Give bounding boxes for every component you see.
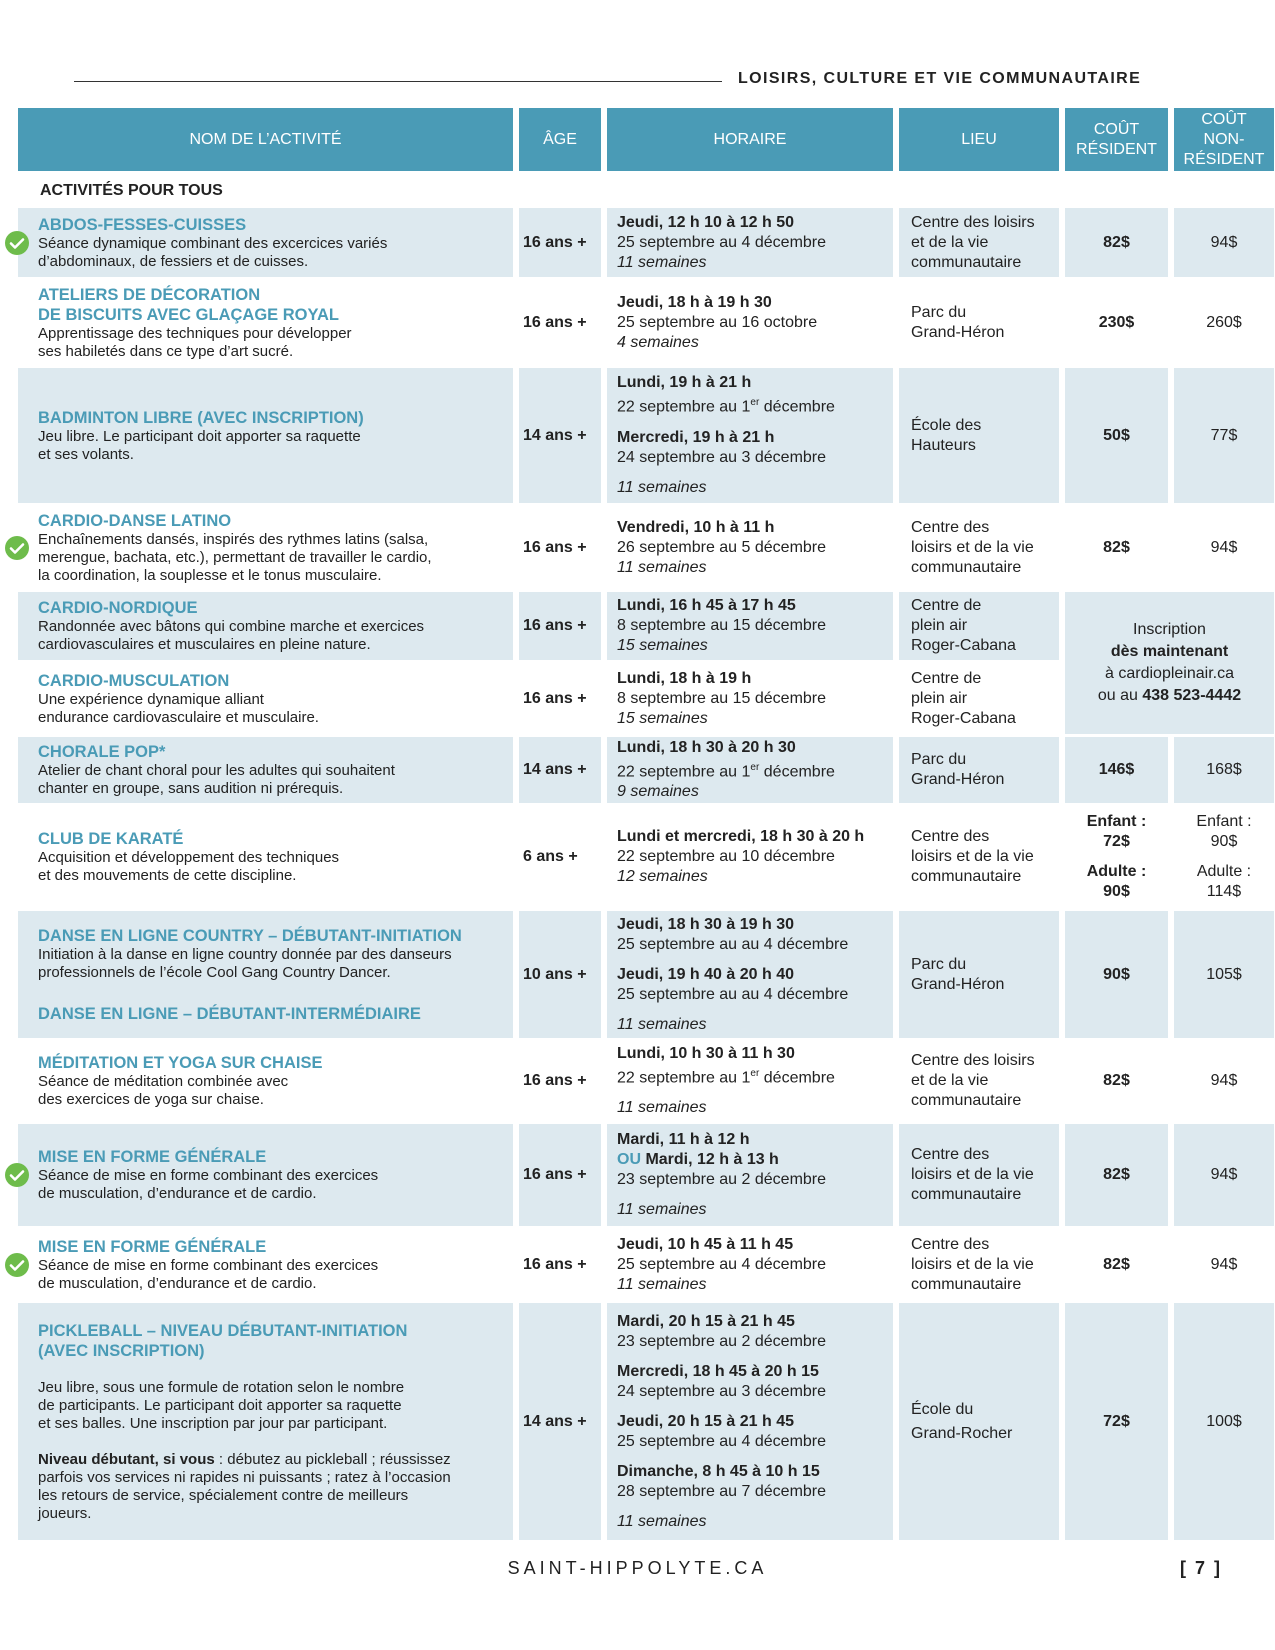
dates-sup: er: [750, 1067, 760, 1079]
cost-resident: 146$: [1065, 737, 1168, 803]
activity-cell: [18, 1303, 513, 1540]
activity-desc-line: Atelier de chant choral pour les adultes qui souhaitent: [38, 762, 395, 779]
activities-table: [18, 108, 1265, 1554]
activity-desc-line: [38, 1451, 513, 1469]
header-rule: [74, 81, 722, 82]
activity-name: BADMINTON LIBRE (AVEC INSCRIPTION): [38, 408, 364, 427]
schedule-cell: [607, 663, 893, 734]
cost-nonresident: 94$: [1174, 208, 1274, 277]
place-line: plein air: [911, 689, 968, 707]
activity-desc-line: des exercices de yoga sur chaise.: [38, 1091, 264, 1108]
header-cost-nonres-l3: RÉSIDENT: [1183, 150, 1265, 168]
schedule-day: Jeudi, 18 h à 19 h 30: [617, 293, 772, 311]
activity-desc-line: Randonnée avec bâtons qui combine marche et exercices: [38, 618, 425, 635]
place-cell: [899, 208, 1059, 277]
schedule-day: Vendredi, 10 h à 11 h: [617, 518, 775, 536]
dates-part: décembre: [759, 398, 835, 416]
activity-cell: [18, 208, 513, 277]
activity-name: CARDIO-MUSCULATION: [38, 671, 230, 690]
dates-part: décembre: [759, 1069, 835, 1087]
cost-resident: 82$: [1103, 1072, 1130, 1089]
age-cell: 10 ans +: [519, 911, 601, 1038]
place-cell: [899, 806, 1059, 908]
schedule-cell: [607, 506, 893, 589]
activity-name: CLUB DE KARATÉ: [38, 830, 184, 848]
activity-name: ABDOS-FESSES-CUISSES: [38, 215, 247, 234]
schedule-dates: 25 septembre au 4 décembre: [617, 1255, 827, 1273]
place-line: loisirs et de la vie: [911, 538, 1034, 556]
header-place: LIEU: [899, 108, 1059, 171]
activity-cell: [18, 368, 513, 503]
schedule-dates: 25 septembre au au 4 décembre: [617, 935, 849, 953]
activity-desc-line: joueurs.: [38, 1504, 92, 1522]
schedule-day: Lundi, 18 h 30 à 20 h 30: [617, 738, 796, 756]
dates-sup: er: [750, 761, 760, 773]
schedule-weeks: 15 semaines: [617, 709, 708, 727]
schedule-cell: [607, 208, 893, 277]
place-line: communautaire: [911, 868, 1022, 885]
inscription-phone-prefix: ou au: [1097, 687, 1143, 704]
inscription-line: Inscription: [1133, 621, 1206, 638]
activity-cell: [18, 506, 513, 589]
activity-desc-line: et des mouvements de cette discipline.: [38, 867, 297, 884]
header-cost-nonres-l1: COÛT: [1201, 110, 1247, 128]
cost-resident: 82$: [1065, 208, 1168, 277]
activity-desc-line: de participants. Le participant doit apporter sa raquette: [38, 1396, 402, 1414]
activity-name: CARDIO-NORDIQUE: [38, 599, 198, 617]
place-cell: [899, 280, 1059, 365]
price-label: Adulte :: [1086, 863, 1147, 880]
cost-resident: 82$: [1103, 538, 1130, 556]
activity-desc-line: la coordination, la souplesse et le tonus musculaire.: [38, 566, 382, 584]
schedule-weeks: 11 semaines: [617, 253, 707, 271]
cost-nonresident: 105$: [1174, 911, 1274, 1038]
page-number: [ 7 ]: [1180, 1558, 1223, 1578]
place-line: Parc du: [911, 955, 967, 973]
activity-desc-line: endurance cardiovasculaire et musculaire.: [38, 708, 319, 726]
activity-name: MÉDITATION ET YOGA SUR CHAISE: [38, 1054, 323, 1072]
header-name: NOM DE L’ACTIVITÉ: [18, 108, 513, 171]
activity-desc-line: cardiovasculaires et musculaires en pleine nature.: [38, 636, 371, 653]
schedule-dates: [617, 1064, 893, 1088]
place-cell: [899, 506, 1059, 589]
activity-cell: [18, 911, 513, 1038]
cost-nonresident: 77$: [1174, 368, 1274, 503]
age-cell: 14 ans +: [519, 737, 601, 803]
schedule-weeks: 11 semaines: [617, 1512, 707, 1530]
activity-cell: [18, 592, 513, 660]
activity-cell: [18, 663, 513, 734]
age-cell: 16 ans +: [523, 538, 587, 556]
cost-resident: [1065, 806, 1168, 908]
cost-resident: 72$: [1065, 1303, 1168, 1540]
activity-cell: [18, 1124, 513, 1226]
schedule-dates: 26 septembre au 5 décembre: [617, 538, 827, 556]
header-age: ÂGE: [519, 108, 601, 171]
place-cell: [899, 663, 1059, 734]
schedule-dates: 23 septembre au 2 décembre: [617, 1332, 827, 1350]
place-line: Parc du: [911, 751, 967, 768]
check-icon: [5, 536, 29, 560]
inscription-phone[interactable]: 438 523-4442: [1142, 687, 1242, 704]
activity-name: PICKLEBALL – NIVEAU DÉBUTANT-INITIATION: [38, 1321, 408, 1340]
place-line: Grand-Héron: [911, 771, 1005, 788]
place-line: Grand-Rocher: [911, 1424, 1013, 1442]
schedule-weeks: 11 semaines: [617, 1015, 707, 1033]
schedule-day: Lundi, 19 h à 21 h: [617, 374, 752, 392]
activity-name: DANSE EN LIGNE COUNTRY – DÉBUTANT-INITIATION: [38, 926, 462, 945]
age-cell: 6 ans +: [523, 848, 578, 865]
cost-nonresident: 168$: [1174, 737, 1274, 803]
activity-cell: [18, 737, 513, 803]
schedule-cell: [607, 280, 893, 365]
activity-desc-line: de musculation, d’endurance et de cardio.: [38, 1185, 317, 1202]
place-cell: [899, 1303, 1059, 1540]
place-line: Parc du: [911, 303, 967, 321]
dates-part: 22 septembre au 1: [617, 1069, 751, 1087]
schedule-cell: [607, 592, 893, 660]
activity-desc-line: Initiation à la danse en ligne country donnée par des danseurs: [38, 945, 452, 963]
place-line: loisirs et de la vie: [911, 848, 1034, 865]
place-line: Centre des: [911, 828, 990, 845]
activity-desc-line: de musculation, d’endurance et de cardio.: [38, 1274, 317, 1292]
place-line: Roger-Cabana: [911, 637, 1016, 654]
schedule-cell: [607, 806, 893, 908]
schedule-day: Mercredi, 18 h 45 à 20 h 15: [617, 1362, 819, 1380]
cost-resident: 230$: [1098, 313, 1135, 331]
inscription-cell: [1065, 592, 1274, 734]
cost-nonresident: 94$: [1210, 1255, 1238, 1273]
activity-desc-line: Séance de méditation combinée avec: [38, 1073, 289, 1090]
cost-resident: 90$: [1065, 911, 1168, 1038]
header-cost-nonres-l2: NON-: [1203, 130, 1245, 148]
place-line: Grand-Héron: [911, 323, 1005, 341]
schedule-day: Lundi, 10 h 30 à 11 h 30: [617, 1044, 795, 1062]
schedule-dates: 24 septembre au 3 décembre: [617, 1382, 827, 1400]
place-line: communautaire: [911, 1092, 1022, 1109]
price-label: Adulte :: [1196, 863, 1252, 880]
age-cell: 16 ans +: [523, 689, 587, 707]
place-line: Centre des loisirs: [911, 213, 1035, 231]
age-cell: 16 ans +: [523, 1255, 587, 1273]
place-line: plein air: [911, 617, 968, 634]
schedule-dates: [617, 758, 893, 782]
place-line: Centre de: [911, 597, 982, 614]
dates-part: 22 septembre au 1: [617, 763, 751, 781]
price-value: 114$: [1206, 883, 1242, 900]
place-line: Centre des loisirs: [911, 1052, 1035, 1069]
activity-cell: [18, 1041, 513, 1121]
activity-desc-line: Apprentissage des techniques pour développer: [38, 324, 352, 342]
cost-resident: 50$: [1065, 368, 1168, 503]
place-line: loisirs et de la vie: [911, 1255, 1034, 1273]
cost-nonresident: 94$: [1210, 538, 1238, 556]
activity-desc-line: Séance de mise en forme combinant des exercices: [38, 1167, 379, 1184]
age-cell: 14 ans +: [519, 368, 601, 503]
schedule-weeks: 11 semaines: [617, 1275, 707, 1293]
dates-part: décembre: [759, 763, 835, 781]
schedule-weeks: 11 semaines: [617, 1099, 707, 1117]
check-icon: [5, 231, 29, 255]
place-cell: [899, 737, 1059, 803]
schedule-day: Mercredi, 19 h à 21 h: [617, 428, 775, 446]
activity-desc-line: Jeu libre. Le participant doit apporter sa raquette: [38, 427, 361, 445]
place-line: et de la vie: [911, 1072, 989, 1089]
footer-website[interactable]: SAINT-HIPPOLYTE.CA: [507, 1558, 768, 1578]
schedule-cell: [607, 1041, 893, 1121]
schedule-day: Mardi, 11 h à 12 h: [617, 1131, 750, 1148]
header-cost-res-l2: RÉSIDENT: [1076, 140, 1157, 158]
schedule-day: Mardi, 20 h 15 à 21 h 45: [617, 1312, 795, 1330]
schedule-dates: 25 septembre au 16 octobre: [617, 313, 818, 331]
place-line: École des: [911, 416, 982, 434]
schedule-cell: [607, 1303, 893, 1540]
age-cell: 14 ans +: [519, 1303, 601, 1540]
age-cell: 16 ans +: [523, 313, 587, 331]
schedule-day-alt: Mardi, 12 h à 13 h: [641, 1151, 779, 1168]
cost-nonresident: 94$: [1174, 1124, 1274, 1226]
cost-nonresident: 260$: [1206, 313, 1242, 331]
check-icon: [5, 1163, 29, 1187]
place-cell: [899, 911, 1059, 1038]
activity-desc-line: d’abdominaux, de fessiers et de cuisses.: [38, 252, 309, 270]
schedule-cell: [607, 1229, 893, 1300]
age-cell: 16 ans +: [519, 592, 601, 660]
cost-nonresident: [1174, 806, 1274, 908]
schedule-weeks: 12 semaines: [617, 868, 708, 885]
activity-desc-line: Une expérience dynamique alliant: [38, 690, 264, 708]
schedule-dates: 22 septembre au 10 décembre: [617, 848, 835, 865]
schedule-dates: 8 septembre au 15 décembre: [617, 617, 827, 634]
place-cell: [899, 1229, 1059, 1300]
schedule-dates: [617, 393, 893, 417]
activity-desc-line: parfois vos services ni rapides ni puissants ; ratez à l’occasion: [38, 1468, 451, 1486]
schedule-day: Dimanche, 8 h 45 à 10 h 15: [617, 1462, 820, 1480]
activity-name: DE BISCUITS AVEC GLAÇAGE ROYAL: [38, 305, 340, 324]
age-cell: 16 ans +: [519, 208, 601, 277]
activity-cell: [18, 1229, 513, 1300]
activity-name: MISE EN FORME GÉNÉRALE: [38, 1148, 267, 1166]
header-cost-res-l1: COÛT: [1093, 120, 1140, 138]
schedule-day: Jeudi, 12 h 10 à 12 h 50: [617, 213, 794, 231]
schedule-dates: 25 septembre au 4 décembre: [617, 233, 827, 251]
schedule-dates: 28 septembre au 7 décembre: [617, 1482, 827, 1500]
schedule-weeks: 11 semaines: [617, 1201, 707, 1218]
cost-nonresident: 100$: [1174, 1303, 1274, 1540]
activity-desc-line: Séance dynamique combinant des excercices variés: [38, 234, 388, 252]
activity-name: CHORALE POP*: [38, 743, 166, 761]
age-cell: 16 ans +: [519, 1124, 601, 1226]
schedule-day: Jeudi, 19 h 40 à 20 h 40: [617, 965, 794, 983]
schedule-weeks: 11 semaines: [617, 558, 707, 576]
dates-part: 22 septembre au 1: [617, 398, 751, 416]
place-line: Centre de: [911, 669, 982, 687]
place-line: Roger-Cabana: [911, 709, 1016, 727]
place-line: communautaire: [911, 1275, 1022, 1293]
place-cell: [899, 592, 1059, 660]
activity-name: ATELIERS DE DÉCORATION: [38, 285, 261, 304]
activity-desc-line: et ses balles. Une inscription par jour par participant.: [38, 1414, 388, 1432]
place-cell: [899, 368, 1059, 503]
price-label: Enfant :: [1086, 813, 1147, 830]
activity-name: MISE EN FORME GÉNÉRALE: [38, 1237, 267, 1256]
age-cell: 16 ans +: [523, 1072, 587, 1089]
activity-desc-line: les retours de service, spécialement contre de meilleurs: [38, 1486, 409, 1504]
schedule-cell: [607, 368, 893, 503]
activity-name: CARDIO-DANSE LATINO: [38, 511, 232, 530]
activity-desc-line: merengue, bachata, etc.), permettant de travailler le cardio,: [38, 548, 432, 566]
place-line: communautaire: [911, 253, 1022, 271]
schedule-dates: 8 septembre au 15 décembre: [617, 689, 827, 707]
place-line: Centre des: [911, 1235, 990, 1253]
place-line: Centre des: [911, 518, 990, 536]
schedule-day: Lundi, 18 h à 19 h: [617, 669, 752, 687]
activity-desc-line: Séance de mise en forme combinant des exercices: [38, 1256, 379, 1274]
place-line: et de la vie: [911, 233, 989, 251]
place-line: communautaire: [911, 1186, 1022, 1203]
activity-desc-line: Acquisition et développement des techniques: [38, 849, 340, 866]
activity-desc-line: Jeu libre, sous une formule de rotation selon le nombre: [38, 1378, 405, 1396]
or-label: OU: [617, 1151, 641, 1168]
schedule-cell: [607, 1124, 893, 1226]
place-line: Centre des: [911, 1146, 990, 1163]
schedule-dates: 25 septembre au au 4 décembre: [617, 985, 849, 1003]
schedule-weeks: 9 semaines: [617, 783, 699, 801]
header-cost-nonresident: [1174, 108, 1274, 171]
schedule-weeks: 11 semaines: [617, 478, 707, 496]
activity-cell: [18, 280, 513, 365]
schedule-weeks: 15 semaines: [617, 637, 708, 654]
activity-name: (AVEC INSCRIPTION): [38, 1341, 205, 1360]
price-label: Enfant :: [1196, 813, 1252, 830]
level-text: : débutez au pickleball ; réussissez: [214, 1450, 451, 1468]
inscription-line: dès maintenant: [1110, 643, 1229, 660]
schedule-day: Jeudi, 20 h 15 à 21 h 45: [617, 1412, 794, 1430]
cost-nonresident: 94$: [1210, 1072, 1238, 1089]
place-line: communautaire: [911, 558, 1022, 576]
check-icon: [5, 1253, 29, 1277]
activity-cell: [18, 806, 513, 908]
place-line: École du: [911, 1400, 974, 1418]
schedule-cell: [607, 737, 893, 803]
cost-resident: 82$: [1065, 1124, 1168, 1226]
inscription-link[interactable]: à cardiopleinair.ca: [1105, 665, 1234, 682]
place-line: Grand-Héron: [911, 975, 1005, 993]
place-cell: [899, 1124, 1059, 1226]
schedule-dates: 23 septembre au 2 décembre: [617, 1171, 827, 1188]
schedule-dates: 25 septembre au 4 décembre: [617, 1432, 827, 1450]
schedule-day: Jeudi, 10 h 45 à 11 h 45: [617, 1235, 794, 1253]
activity-desc-line: et ses volants.: [38, 445, 134, 463]
schedule-day: Lundi et mercredi, 18 h 30 à 20 h: [617, 828, 865, 845]
price-value: 72$: [1103, 833, 1130, 850]
category-label: ACTIVITÉS POUR TOUS: [40, 181, 223, 199]
schedule-day: Lundi, 16 h 45 à 17 h 45: [617, 597, 796, 614]
schedule-day: [617, 1150, 893, 1170]
header-cost-resident: [1065, 108, 1168, 171]
cost-resident: 82$: [1103, 1255, 1130, 1273]
section-title: LOISIRS, CULTURE ET VIE COMMUNAUTAIRE: [738, 70, 1142, 87]
activity-name: DANSE EN LIGNE – DÉBUTANT-INTERMÉDIAIRE: [38, 1004, 421, 1023]
activity-desc-line: ses habiletés dans ce type d’art sucré.: [38, 342, 294, 360]
price-value: 90$: [1103, 883, 1130, 900]
activity-desc-line: professionnels de l’école Cool Gang Country Dancer.: [38, 963, 391, 981]
activity-desc-line: Enchaînements dansés, inspirés des rythmes latins (salsa,: [38, 530, 429, 548]
schedule-day: Jeudi, 18 h 30 à 19 h 30: [617, 915, 794, 933]
dates-sup: er: [750, 397, 760, 409]
activity-desc-line: chanter en groupe, sans audition ni prérequis.: [38, 780, 344, 797]
header-schedule: HORAIRE: [607, 108, 893, 171]
inscription-phone-line: [1098, 685, 1241, 707]
schedule-cell: [607, 911, 893, 1038]
schedule-weeks: 4 semaines: [617, 333, 699, 351]
level-label: Niveau débutant, si vous: [38, 1450, 215, 1468]
place-cell: [899, 1041, 1059, 1121]
schedule-dates: 24 septembre au 3 décembre: [617, 448, 827, 466]
place-line: Hauteurs: [911, 436, 976, 454]
place-line: loisirs et de la vie: [911, 1166, 1034, 1183]
price-value: 90$: [1210, 833, 1238, 850]
